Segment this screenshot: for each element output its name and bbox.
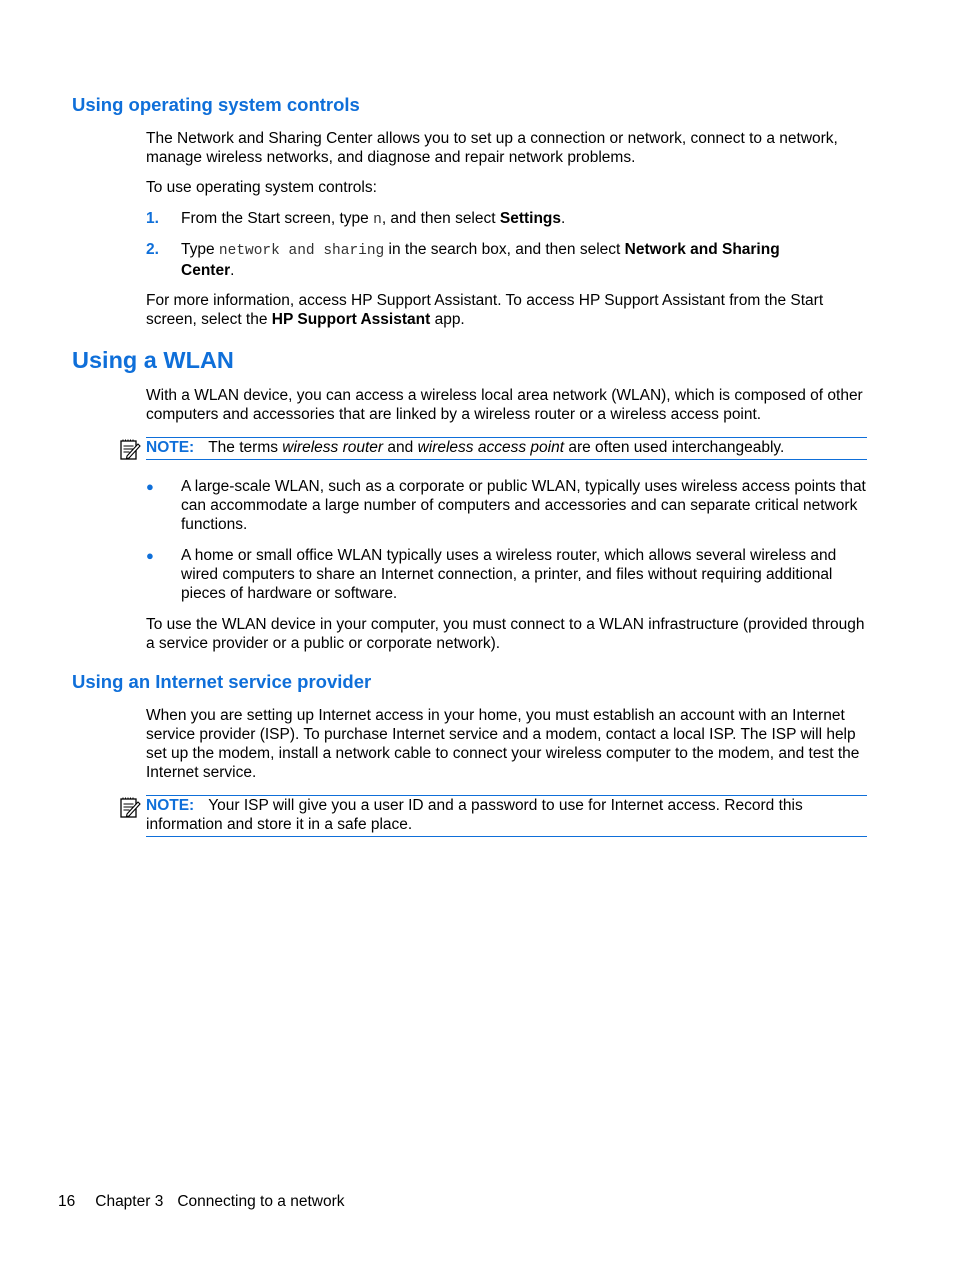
step-bold: Settings bbox=[499, 210, 562, 227]
more-info-pre: For more information, access HP Support Assistant. To access HP Support Assistant from the Start screen, select the bbox=[146, 292, 824, 328]
note-emphasis-2: wireless access point bbox=[417, 439, 565, 456]
section-heading-os-controls: Using operating system controls bbox=[72, 94, 360, 115]
more-info-bold: HP Support Assistant bbox=[271, 311, 431, 328]
step-text-post: . bbox=[230, 262, 235, 279]
step-text bbox=[181, 240, 831, 280]
note-icon bbox=[118, 796, 142, 820]
footer-chapter: Chapter 3 bbox=[95, 1193, 164, 1210]
step-text-pre: From the Start screen, type bbox=[181, 210, 374, 227]
section-heading-wlan: Using a WLAN bbox=[72, 347, 234, 373]
footer-chapter-title: Connecting to a network bbox=[177, 1193, 345, 1210]
step-2 bbox=[146, 240, 866, 280]
step-text-mid: in the search box, and then select bbox=[384, 241, 625, 258]
step-number: 2. bbox=[146, 241, 159, 258]
more-info-post: app. bbox=[430, 311, 465, 328]
note-emphasis-1: wireless router bbox=[282, 439, 384, 456]
note-text-pre: The terms bbox=[208, 439, 283, 456]
os-controls-intro: The Network and Sharing Center allows you to set up a connection or network, connect to a network, manage wireless networks, and diagnose and repair network problems. bbox=[146, 130, 838, 166]
bullet-item-home-office bbox=[146, 546, 866, 603]
os-controls-more-info bbox=[146, 291, 866, 329]
bullet-text: A large-scale WLAN, such as a corporate or public WLAN, typically uses wireless access points that can accommodate a large number of computers and accessories and can separate critical network functions. bbox=[181, 478, 866, 533]
page-number: 16 bbox=[58, 1193, 76, 1210]
page-footer bbox=[58, 1192, 344, 1211]
wlan-closing: To use the WLAN device in your computer, you must connect to a WLAN infrastructure (provided through a service provider or a public or corporate network). bbox=[146, 616, 865, 652]
step-number: 1. bbox=[146, 210, 159, 227]
isp-intro: When you are setting up Internet access in your home, you must establish an account with an Internet service provider (ISP). To purchase Internet service and a modem, contact a local ISP. The ISP will help set up the modem, install a network cable to connect your wireless computer to the modem, and test the Internet service. bbox=[146, 707, 860, 781]
note-isp-credentials bbox=[146, 795, 867, 837]
step-1 bbox=[146, 209, 866, 230]
os-controls-lead: To use operating system controls: bbox=[146, 179, 377, 196]
step-bold: Network and Sharing Center bbox=[181, 241, 780, 279]
note-text: Your ISP will give you a user ID and a password to use for Internet access. Record this information and store it in a safe place. bbox=[146, 797, 803, 833]
bullet-item-large-scale bbox=[146, 477, 866, 534]
note-text-mid: and bbox=[383, 439, 418, 456]
step-code: n bbox=[373, 212, 382, 228]
bullet-icon: ● bbox=[146, 479, 154, 494]
step-text-post: . bbox=[561, 210, 566, 227]
note-label: NOTE: bbox=[146, 797, 195, 814]
step-code: network and sharing bbox=[218, 243, 385, 259]
step-text bbox=[181, 209, 866, 230]
note-wlan-terms bbox=[146, 437, 867, 460]
step-text-mid: , and then select bbox=[381, 210, 500, 227]
bullet-text: A home or small office WLAN typically uses a wireless router, which allows several wireless and wired computers to share an Internet connection, a printer, and files without requiring additional pieces of hardware or software. bbox=[181, 547, 837, 602]
step-text-pre: Type bbox=[181, 241, 219, 258]
note-icon bbox=[118, 438, 142, 462]
note-text-post: are often used interchangeably. bbox=[564, 439, 785, 456]
section-heading-isp: Using an Internet service provider bbox=[72, 671, 372, 692]
wlan-intro: With a WLAN device, you can access a wireless local area network (WLAN), which is composed of other computers and accessories that are linked by a wireless router or a wireless access point. bbox=[146, 387, 863, 423]
note-label: NOTE: bbox=[146, 439, 195, 456]
bullet-icon: ● bbox=[146, 548, 154, 563]
